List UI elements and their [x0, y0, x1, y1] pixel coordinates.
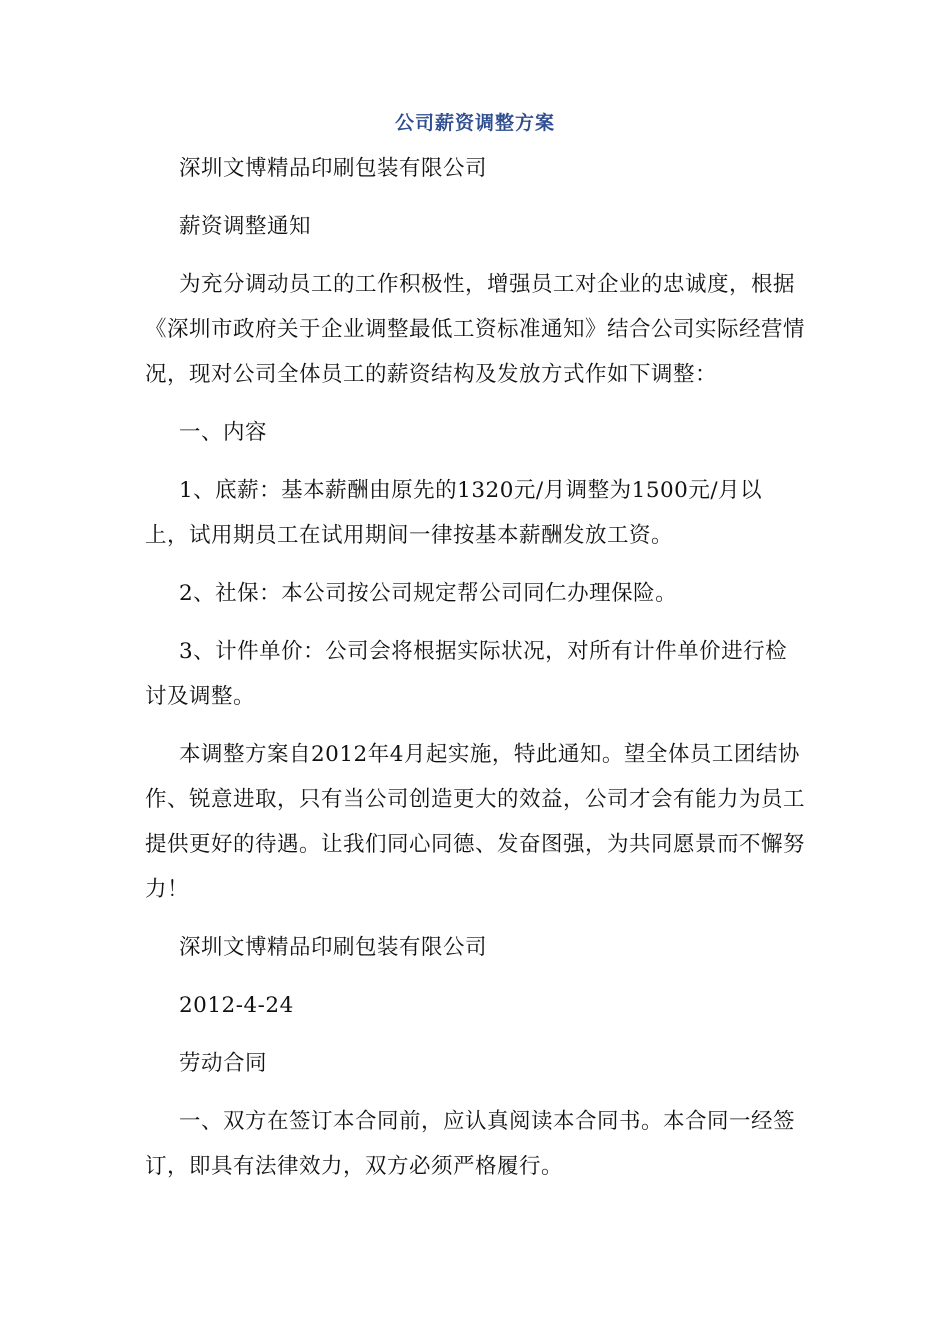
signature-date: 2012-4-24 [179, 993, 294, 1018]
signature-company: 深圳文博精品印刷包装有限公司 [179, 935, 488, 960]
implementation-paragraph: 本调整方案自2012年4月起实施，特此通知。望全体员工团结协作、锐意进取，只有当公司创造更大的效益，公司才会有能力为员工提供更好的待遇。让我们同心同德、发奋图强，为共同愿景而不懈努力！ [145, 742, 806, 902]
item-base-salary: 1、底薪：基本薪酬由原先的1320元/月调整为1500元/月以上，试用期员工在试用期间一律按基本薪酬发放工资。 [145, 478, 763, 548]
document-page [145, 108, 805, 1202]
section-heading-content: 一、内容 [179, 420, 268, 445]
item-social-insurance: 2、社保：本公司按公司规定帮公司同仁办理保险。 [179, 581, 678, 606]
contract-clause-1: 一、双方在签订本合同前，应认真阅读本合同书。本合同一经签订，即具有法律效力，双方必须严格履行。 [145, 1109, 796, 1179]
notice-title: 薪资调整通知 [179, 214, 312, 239]
company-name-header: 深圳文博精品印刷包装有限公司 [179, 156, 488, 181]
contract-title: 劳动合同 [179, 1051, 268, 1076]
intro-paragraph: 为充分调动员工的工作积极性，增强员工对企业的忠诚度，根据《深圳市政府关于企业调整最低工资标准通知》结合公司实际经营情况，现对公司全体员工的薪资结构及发放方式作如下调整： [145, 272, 806, 387]
document-title: 公司薪资调整方案 [394, 112, 555, 134]
item-piece-rate: 3、计件单价：公司会将根据实际状况，对所有计件单价进行检讨及调整。 [145, 639, 788, 709]
